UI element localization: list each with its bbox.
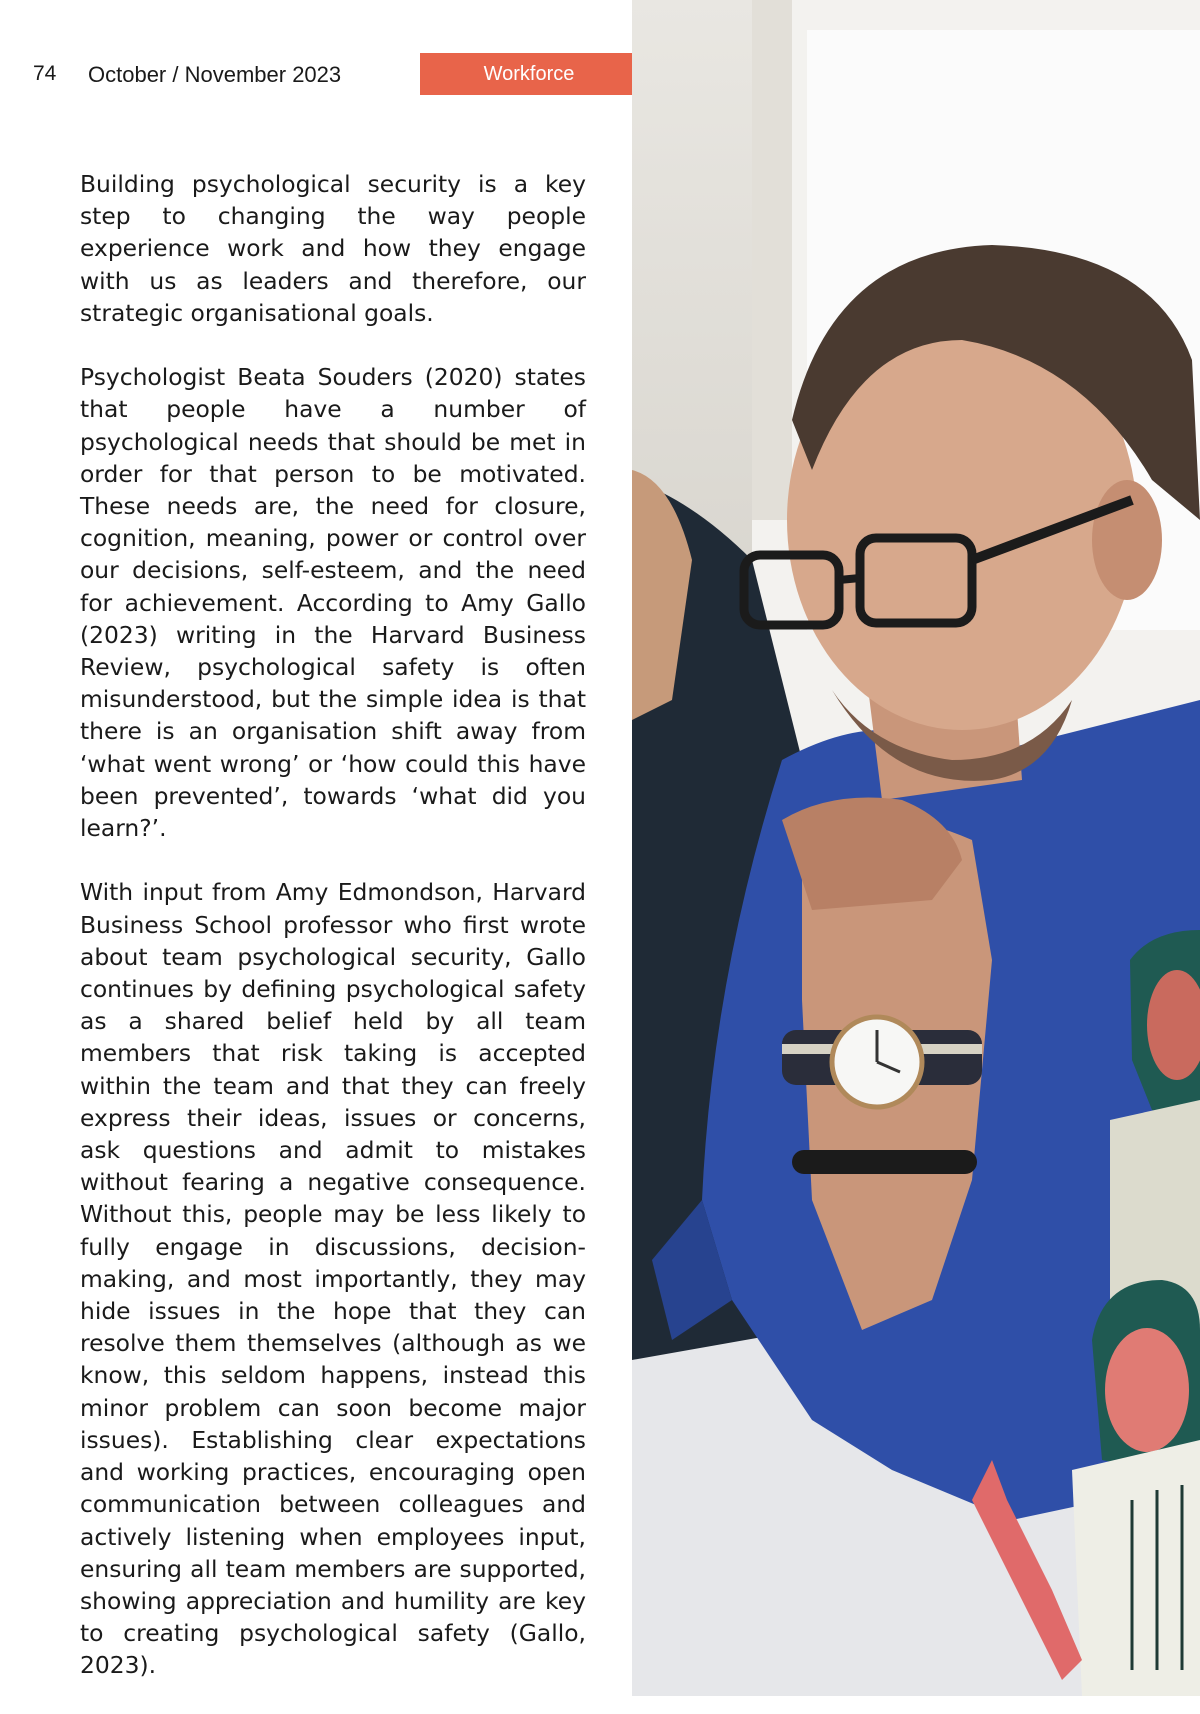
illustrated-person-face: [1105, 1328, 1189, 1452]
window-frame: [752, 0, 792, 520]
page-number: 74: [33, 62, 57, 85]
article-body: [80, 168, 586, 1714]
photo-illustration: [632, 0, 1200, 1696]
article-paragraph: Building psychological security is a key step to changing the way people experience work and how they engage with us as leaders and therefore, our strategic organisational goals.: [80, 170, 586, 327]
article-paragraph: Psychologist Beata Souders (2020) states that people have a number of psychological needs that should be met in order for that person to be motivated. These needs are, the need for closure, cognition, meaning, power or control over our decisions, self-esteem, and the need for achievement. According to Amy Gallo (2023) writing in the Harvard Business Review, psychological safety is often misunderstood, but the simple idea is that there is an organisation shift away from ‘what went wrong’ or ‘how could this have been prevented’, towards ‘what did you learn?’.: [80, 363, 586, 843]
article-photo: [632, 0, 1200, 1696]
article-paragraph: With input from Amy Edmondson, Harvard Business School professor who first wrote about team psychological security, Gallo continues by defining psychological safety as a shared belief held by all team members that risk taking is accepted within the team and that they can freely express their ideas, issues or concerns, ask questions and admit to mistakes without fearing a negative consequence. Without this, people may be less likely to fully engage in discussions, decision-making, and most importantly, they may hide issues in the hope that they can resolve them themselves (although as we know, this seldom happens, instead this minor problem can soon become major issues). Establishing clear expectations and working practices, encouraging open communication between colleagues and actively listening when employees input, ensuring all team members are supported, showing appreciation and humility are key to creating psychological safety (Gallo, 2023).: [80, 878, 586, 1680]
glasses-bridge: [839, 578, 860, 580]
issue-date: October / November 2023: [88, 62, 342, 87]
section-tag: Workforce: [420, 53, 638, 95]
bracelet: [792, 1150, 977, 1174]
